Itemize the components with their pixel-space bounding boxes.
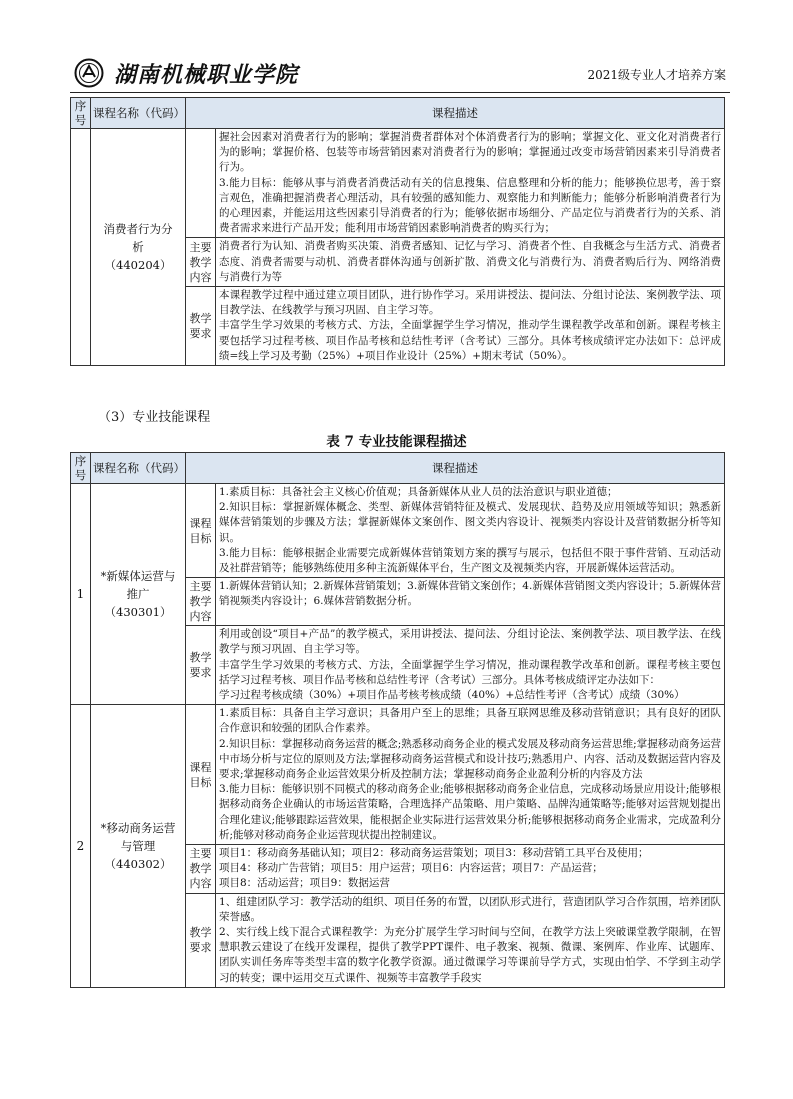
col-header-desc: 课程描述 [186, 98, 725, 129]
goal-text-cell [216, 705, 725, 845]
req-line: 学习过程考核成绩（30%）+项目作品考核考核成绩（40%）+总结性考评（含考试）成绩（30%） [219, 689, 685, 702]
goal-label-cell [186, 129, 216, 238]
content-label: 主要教学内容 [186, 845, 216, 894]
page-header [70, 52, 730, 93]
req-label: 教学要求 [186, 893, 216, 987]
row-no-cell [71, 129, 91, 366]
goal-line: 2.知识目标：掌握移动商务运营的概念;熟悉移动商务企业的模式发展及移动商务运营思维;掌握移动商务运营中市场分析与定位的原则及方法;掌握移动商务运营模式和设计技巧;熟悉用户、内容、活动及数据运营内容及要求;掌握移动商务企业运营效果分析及控制方法；掌握移动商务企业盈利分析的内容及方法 [219, 737, 721, 781]
req-text-cell [216, 893, 725, 987]
col-header-desc: 课程描述 [186, 453, 725, 484]
req-label: 教学要求 [186, 287, 216, 366]
req-line: 丰富学生学习效果的考核方式、方法，全面掌握学生学习情况，推动课程教学改革和创新。课程考核主要包括学习过程考核、项目作品考核和总结性考评（含考试）三部分。具体考核成绩评定办法如下： [219, 658, 721, 686]
goal-label: 课程目标 [186, 705, 216, 845]
course-name-cell [91, 129, 186, 366]
goal-text-cell [216, 129, 725, 238]
req-label: 教学要求 [186, 626, 216, 705]
content-label: 主要教学内容 [186, 238, 216, 287]
goal-line: 3.能力目标：能够根据企业需要完成新媒体营销策划方案的撰写与展示，包括但不限于事件营销、互动活动及社群营销等；能够熟练使用多种主流新媒体平台，生产图文及视频类内容，开展新媒体运营活动。 [219, 546, 721, 575]
goal-line: 2.知识目标：掌握新媒体概念、类型、新媒体营销特征及模式、发展现状、趋势及应用领域等知识；熟悉新媒体营销策划的步骤及方法；掌握新媒体文案创作、图文类内容设计、视频类内容设计及营销数据分析等知识。 [219, 501, 721, 544]
req-line: 1、组建团队学习：教学活动的组织、项目任务的布置，以团队形式进行，营造团队学习合作氛围，培养团队荣誉感。 [219, 895, 721, 923]
goal-line: 1.素质目标：具备自主学习意识；具备用户至上的思维；具备互联网思维及移动营销意识；具有良好的团队合作意识和较强的团队合作素养。 [219, 707, 721, 735]
goal-label: 课程目标 [186, 484, 216, 578]
req-text-cell [216, 287, 725, 366]
goal-line: 1.素质目标：具备社会主义核心价值观；具备新媒体从业人员的法治意识与职业道德； [219, 486, 618, 498]
req-line: 本课程教学过程中通过建立项目团队，进行协作学习。采用讲授法、提问法、分组讨论法、案例教学法、项目教学法、在线教学与预习巩固、自主学习等。 [219, 289, 721, 317]
table-header-row [71, 453, 725, 484]
req-text-cell [216, 626, 725, 705]
req-line: 丰富学生学习效果的考核方式、方法，全面掌握学生学习情况，推动学生课程教学改革和创新。课程考核主要包括学习过程考核、项目作品考核和总结性考评（含考试）三部分。具体考核成绩评定办法如下：总评成绩=线上学习及考勤（25%）+项目作业设计（25%）+期末考试（50%）。 [219, 319, 721, 362]
course-code: （440204） [104, 258, 172, 273]
content-line: 项目1：移动商务基础认知；项目2：移动商务运营策划；项目3：移动营销工具平台及使用； [219, 847, 649, 860]
table-row [71, 705, 725, 845]
skill-course-table [70, 452, 725, 988]
goal-line: 握社会因素对消费者行为的影响；掌握消费者群体对个体消费者行为的影响；掌握文化、亚文化对消费者行为的影响；掌握价格、包装等市场营销因素对消费者行为的影响；掌握通过改变市场营销因素来引导消费者行为。 [219, 131, 721, 174]
req-line: 2、实行线上线下混合式课程教学：为充分扩展学生学习时间与空间，在教学方法上突破课堂教学限制，在智慧职教云建设了在线开发课程，提供了教学PPT课件、电子教案、视频、微课、案例库、作业库、试题库、团队实训任务库等类型丰富的数字化教学资源。通过微课学习等课前导学方式，实现由怕学、不学到主动学习的转变；课中运用交互式课件、视频等丰富教学手段实 [219, 926, 721, 984]
plan-title: 2021级专业人才培养方案 [587, 68, 726, 82]
col-header-no: 序号 [71, 98, 91, 129]
content-text-cell [216, 845, 725, 894]
course-name: 消费者行为分析 [103, 222, 173, 255]
table-header-row [71, 98, 725, 129]
content-line: 项目8：活动运营；项目9：数据运营 [219, 877, 390, 890]
course-table-continued [70, 97, 725, 366]
goal-text-cell [216, 484, 725, 578]
col-header-name: 课程名称（代码） [91, 98, 186, 129]
col-header-no: 序号 [71, 453, 91, 484]
row-no: 1 [71, 484, 91, 705]
table-caption: 表 7 专业技能课程描述 [326, 434, 467, 450]
goal-line: 3.能力目标：能够识别不同模式的移动商务企业;能够根据移动商务企业信息，完成移动场景应用设计;能够根据移动商务企业确认的市场运营策略，合理选择产品策略、用户策略、品牌沟通策略等;能够对运营规划提出合理化建议;能够跟踪运营效果，能根据企业实际进行运营效果分析;能够根据移动商务企业需求，完成盈利分析;能够对移动商务企业运营现状提出控制建议。 [219, 783, 721, 841]
school-name: 湖南机械职业学院 [114, 62, 299, 88]
content-line: 项目4：移动广告营销；项目5：用户运营；项目6：内容运营；项目7：产品运营； [219, 862, 603, 875]
req-line: 利用或创设“项目+产品”的教学模式，采用讲授法、提问法、分组讨论法、案例教学法、项目教学法、在线教学与预习巩固、自主学习等。 [219, 628, 721, 656]
content-label: 主要教学内容 [186, 578, 216, 626]
goal-line: 3.能力目标：能够从事与消费者消费活动有关的信息搜集、信息整理和分析的能力；能够换位思考，善于察言观色，准确把握消费者心理活动，具有较强的感知能力、观察能力和判断能力；能够分析影响消费者行为的心理因素，并能运用这些因素引导消费者的行为；能够依据市场细分、产品定位与消费者行为的关系、消费者需求来进行产品开发；能利用市场营销因素影响消费者的购买行为； [219, 176, 721, 235]
row-no: 2 [71, 705, 91, 988]
course-name: *移动商务运营与管理（440302） [91, 705, 186, 988]
school-logo-icon [74, 58, 104, 88]
course-name: *新媒体运营与推广（430301） [91, 484, 186, 705]
section-heading: （3）专业技能课程 [98, 410, 211, 425]
content-text: 1.新媒体营销认知；2.新媒体营销策划；3.新媒体营销文案创作；4.新媒体营销图文类内容设计；5.新媒体营销视频类内容设计；6.媒体营销数据分析。 [216, 578, 725, 626]
table-row [71, 484, 725, 578]
col-header-name: 课程名称（代码） [91, 453, 186, 484]
content-text: 消费者行为认知、消费者购买决策、消费者感知、记忆与学习、消费者个性、自我概念与生活方式、消费者态度、消费者需要与动机、消费者群体沟通与创新扩散、消费文化与消费行为、消费者购后行为、网络消费与消费行为等 [216, 238, 725, 287]
table-row [71, 129, 725, 238]
